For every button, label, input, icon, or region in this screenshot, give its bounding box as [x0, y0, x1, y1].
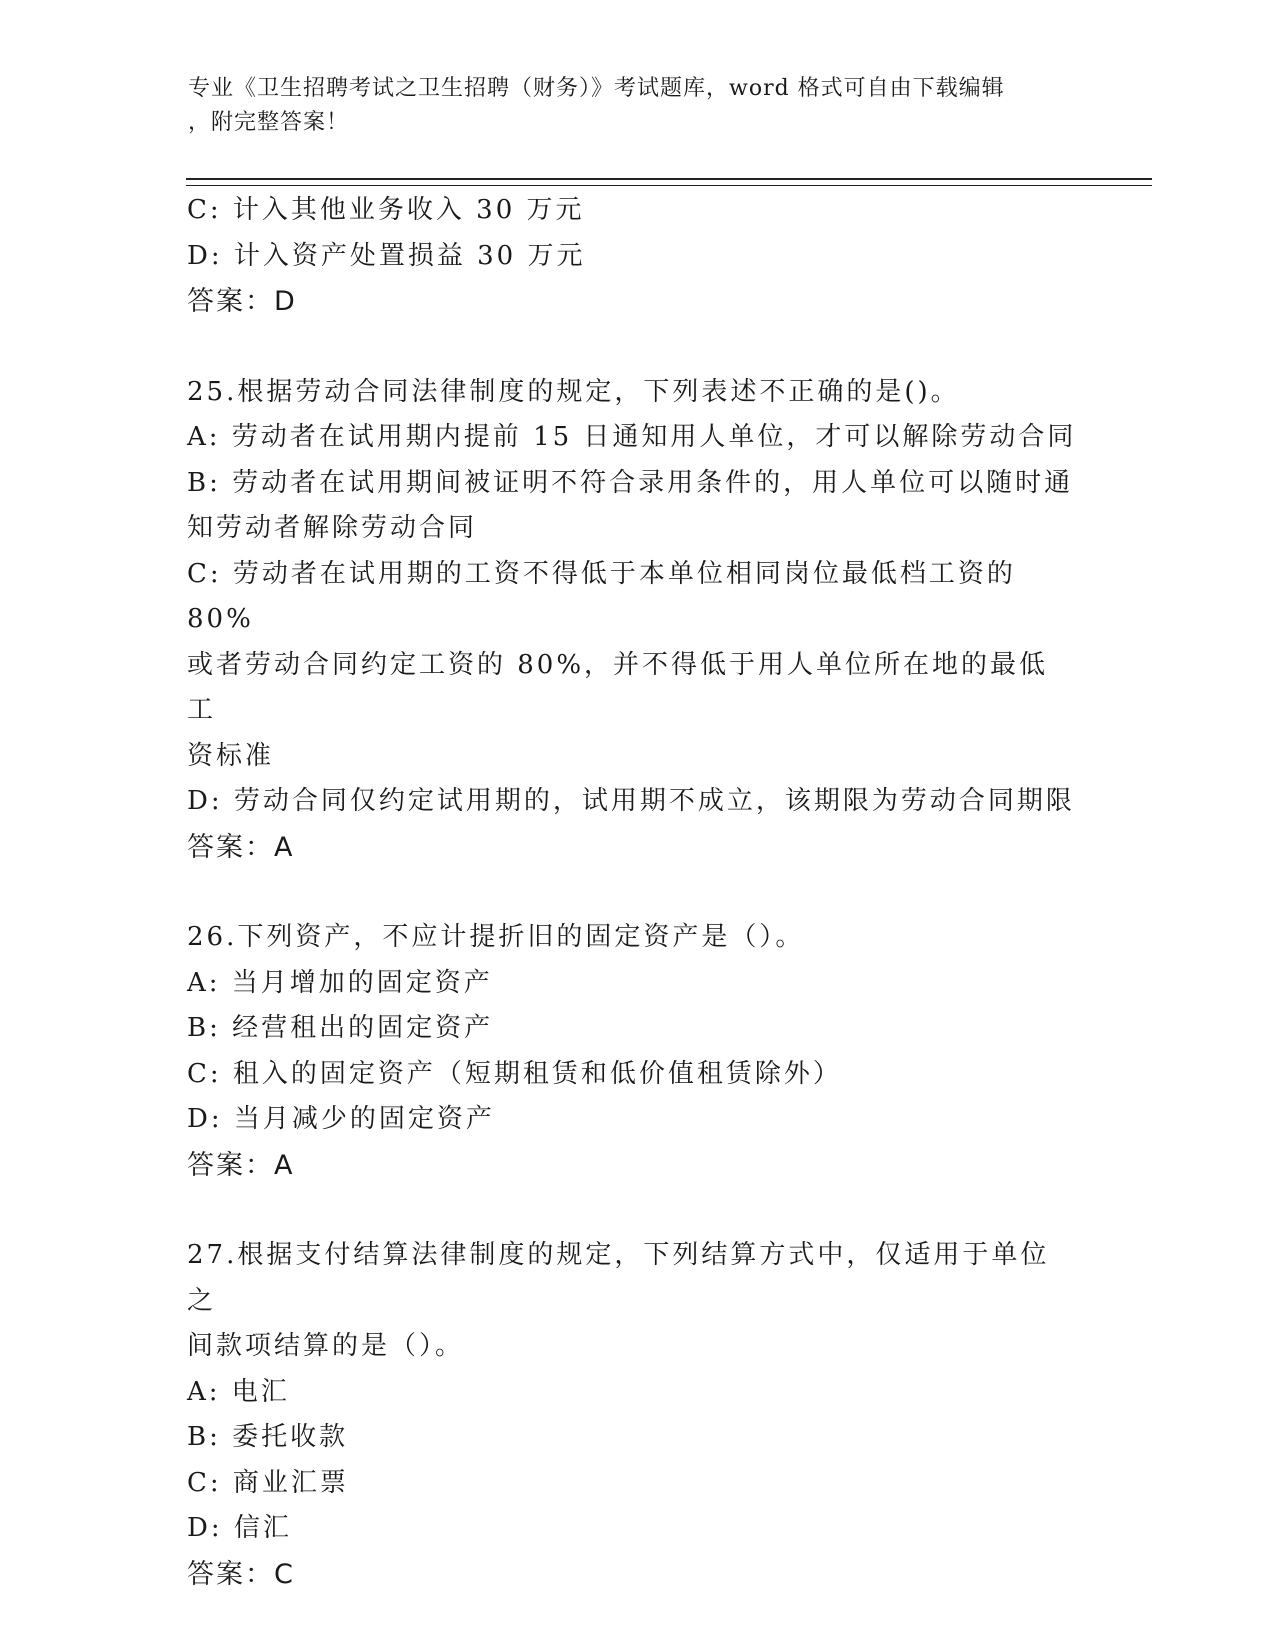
header-divider-thick	[186, 178, 1152, 180]
question-24-tail	[187, 188, 1077, 325]
option-a: A: 当月增加的固定资产	[187, 967, 493, 998]
option-c: C: 劳动者在试用期的工资不得低于本单位相同岗位最低档工资的 80%	[187, 558, 1028, 634]
option-b: B: 经营租出的固定资产	[187, 1013, 494, 1043]
option-d: D: 信汇	[187, 1513, 292, 1543]
answer-line: 答案：D	[187, 286, 297, 317]
question-stem: 27.根据支付结算法律制度的规定，下列结算方式中，仅适用于单位之	[187, 1240, 1050, 1316]
answer-line: 答案：A	[187, 1149, 295, 1181]
header-divider-thin	[186, 185, 1152, 186]
question-27	[187, 1233, 1077, 1597]
option-b: B: 劳动者在试用期间被证明不符合录用条件的，用人单位可以随时通	[187, 467, 1074, 498]
option-d: D: 当月减少的固定资产	[187, 1104, 495, 1134]
option-d: D: 劳动合同仅约定试用期的，试用期不成立，该期限为劳动合同期限	[187, 786, 1075, 816]
option-c: C: 商业汇票	[187, 1467, 349, 1498]
answer-line: 答案：C	[187, 1558, 295, 1590]
question-26	[187, 915, 1077, 1188]
option-c-continued: 或者劳动合同约定工资的 80%，并不得低于用人单位所在地的最低工	[187, 649, 1049, 725]
spacer	[187, 325, 1077, 370]
document-body	[187, 188, 1077, 1597]
option-c: C: 租入的固定资产（短期租赁和低价值租赁除外）	[187, 1058, 842, 1089]
spacer	[187, 1188, 1077, 1233]
option-a: A: 劳动者在试用期内提前 15 日通知用人单位，才可以解除劳动合同	[187, 422, 1077, 452]
question-stem: 26.下列资产，不应计提折旧的固定资产是（）。	[187, 922, 805, 952]
question-stem-continued: 间款项结算的是（）。	[187, 1331, 465, 1361]
spacer	[187, 870, 1077, 915]
option-a: A: 电汇	[187, 1376, 290, 1407]
option-b-continued: 知劳动者解除劳动合同	[187, 513, 478, 543]
header-line-2: ，附完整答案！	[188, 110, 350, 135]
option-d: D: 计入资产处置损益 30 万元	[187, 240, 586, 271]
header-line-1: 专业《卫生招聘考试之卫生招聘（财务）》考试题库，word 格式可自由下载编辑	[188, 76, 1005, 101]
option-c: C: 计入其他业务收入 30 万元	[187, 195, 585, 225]
question-25	[187, 370, 1077, 871]
answer-line: 答案：A	[187, 831, 295, 863]
question-stem: 25.根据劳动合同法律制度的规定，下列表述不正确的是()。	[187, 376, 960, 407]
option-b: B: 委托收款	[187, 1422, 349, 1452]
document-header	[188, 72, 1068, 140]
option-c-continued-2: 资标准	[187, 740, 275, 771]
